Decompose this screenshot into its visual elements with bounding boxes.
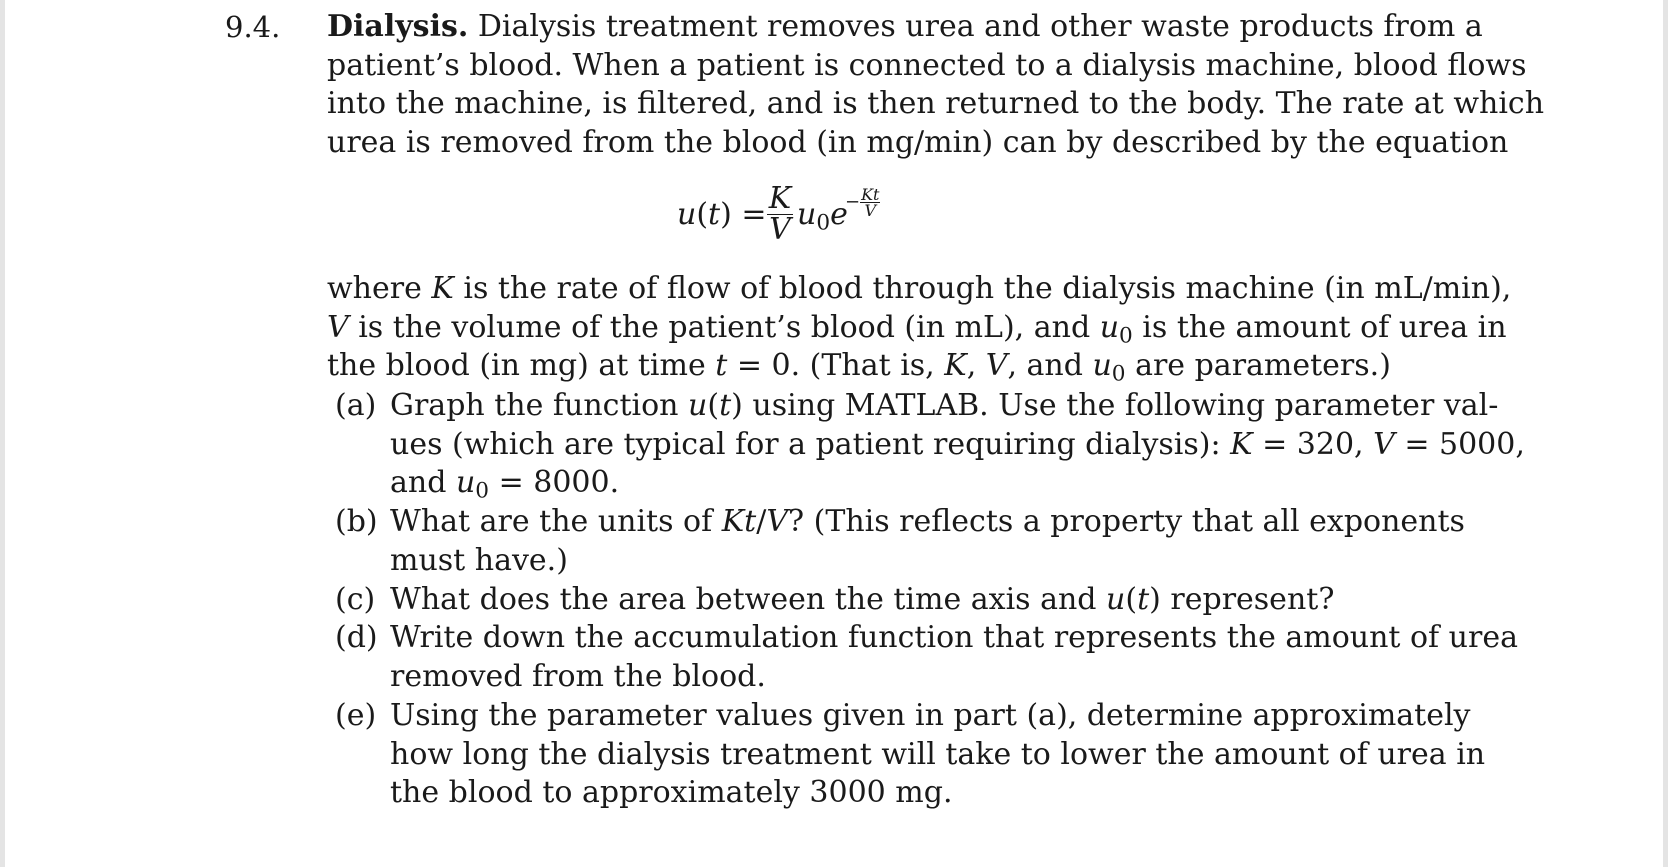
fraction-denominator: V <box>769 212 791 247</box>
part-e-label: (e) <box>335 698 377 733</box>
page-edge-right <box>1663 0 1668 867</box>
part-d-text: Write down the accumulation function that represents the amount of urea removed from the blood. <box>390 620 1518 694</box>
definition-line-3: the blood (in mg) at time t = 0. (That is, K, V, and $u_0$ are parameters.) <box>327 348 1391 387</box>
intro-line-4: urea is removed from the blood (in mg/min) can by described by the equation <box>327 125 1509 161</box>
definition-line-1: where K is the rate of flow of blood through the dialysis machine (in mL/min), <box>327 271 1512 306</box>
equation-exponent: − $\frac{Kt}{V}$ <box>845 185 880 220</box>
page-edge-left <box>0 0 5 867</box>
definition-paragraph <box>327 270 1512 387</box>
intro-line-1: Dialysis. Dialysis treatment removes urea and other waste products from a <box>327 9 1483 44</box>
problem-number: 9.4. <box>225 10 281 44</box>
part-c-text: What does the area between the time axis and u(t) represent? <box>390 582 1335 617</box>
part-b-label: (b) <box>335 504 378 539</box>
equation-lhs: u(t) = <box>677 197 767 232</box>
part-d-label: (d) <box>335 620 378 655</box>
definition-line-2: V is the volume of the patient’s blood (in mL), and $u_0$ is the amount of urea in <box>327 309 1507 349</box>
problem-title: Dialysis. <box>327 9 469 44</box>
part-a-label: (a) <box>335 388 377 423</box>
part-a-text: Graph the function u(t) using MATLAB. Use the following parameter val- ues (which are typical for a patient requiring dialysis): K = 320, V = 5000, and $u_0 = 8000$. <box>390 388 1525 504</box>
fraction-numerator: K <box>768 181 792 216</box>
part-b-text: What are the units of Kt/V? (This reflects a property that all exponents must have.) <box>390 504 1465 578</box>
part-e-text: Using the parameter values given in part (a), determine approximately how long the dialysis treatment will take to lower the amount of urea in the blood to approximately 3000 mg. <box>390 698 1486 811</box>
intro-line-3: into the machine, is filtered, and is then returned to the body. The rate at which <box>327 86 1545 122</box>
equation-fraction <box>767 181 793 247</box>
part-c-label: (c) <box>335 582 376 617</box>
equation-rhs: $u_0e$ <box>797 197 848 236</box>
intro-paragraph <box>327 8 1545 163</box>
intro-line-2: patient’s blood. When a patient is connected to a dialysis machine, blood flows <box>327 47 1527 83</box>
